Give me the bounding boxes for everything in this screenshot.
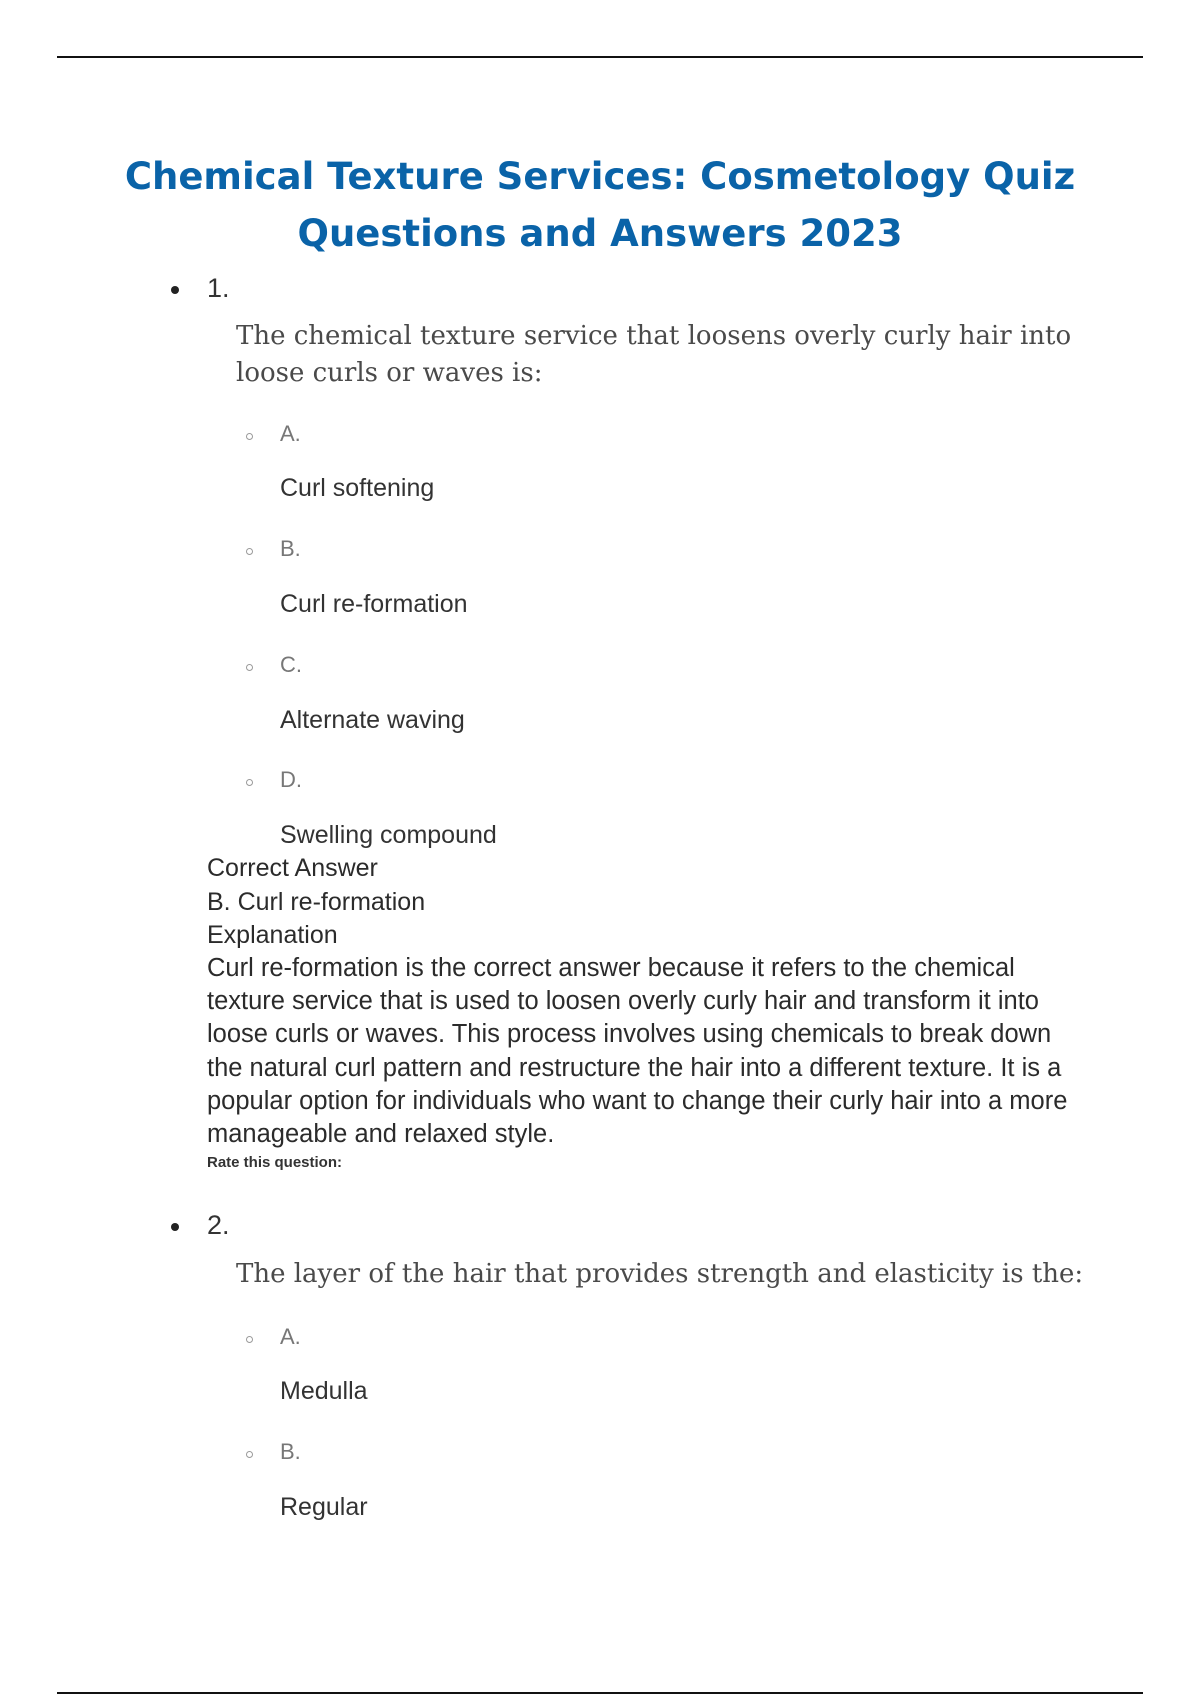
top-rule	[57, 56, 1143, 58]
hollow-circle-bullet-icon	[246, 1451, 253, 1458]
option-text: Regular	[280, 1493, 368, 1521]
hollow-circle-bullet-icon	[246, 548, 253, 555]
document-title: Chemical Texture Services: Cosmetology Quiz Questions and Answers 2023	[124, 155, 1076, 255]
hollow-circle-bullet-icon	[246, 664, 253, 671]
bullet-icon	[171, 286, 179, 294]
explanation-label: Explanation	[207, 921, 338, 949]
option-text: Curl re-formation	[280, 590, 468, 618]
correct-answer-label: Correct Answer	[207, 854, 378, 882]
question-text: The layer of the hair that provides strength and elasticity is the:	[236, 1259, 1084, 1289]
rate-question-label: Rate this question:	[207, 1154, 343, 1171]
correct-answer: B. Curl re-formation	[207, 888, 426, 916]
option-letter: B.	[280, 1439, 301, 1464]
hollow-circle-bullet-icon	[246, 779, 253, 786]
bullet-icon	[171, 1223, 179, 1231]
hollow-circle-bullet-icon	[246, 1336, 253, 1343]
option-text: Medulla	[280, 1377, 368, 1405]
option-text: Swelling compound	[280, 821, 497, 849]
question-number: 2.	[207, 1210, 230, 1240]
explanation-text: Curl re-formation is the correct answer because it refers to the chemical texture service that is used to loosen overly curly hair and transform it into loose curls or waves. This process involves using chemicals to break down the natural curl pattern and restructure the hair into a different texture. It is a popular option for individuals who want to change their curly hair into a more manageable and relaxed style.	[207, 954, 1068, 1149]
option-letter: B.	[280, 536, 301, 561]
option-letter: C.	[280, 652, 302, 677]
option-text: Alternate waving	[280, 706, 465, 734]
option-letter: A.	[280, 1324, 301, 1349]
hollow-circle-bullet-icon	[246, 433, 253, 440]
question-text: The chemical texture service that loosens overly curly hair into loose curls or waves is:	[236, 321, 1072, 388]
option-letter: D.	[280, 767, 302, 792]
question-number: 1.	[207, 273, 230, 303]
bottom-rule	[57, 1692, 1143, 1694]
option-text: Curl softening	[280, 474, 435, 502]
option-letter: A.	[280, 421, 301, 446]
